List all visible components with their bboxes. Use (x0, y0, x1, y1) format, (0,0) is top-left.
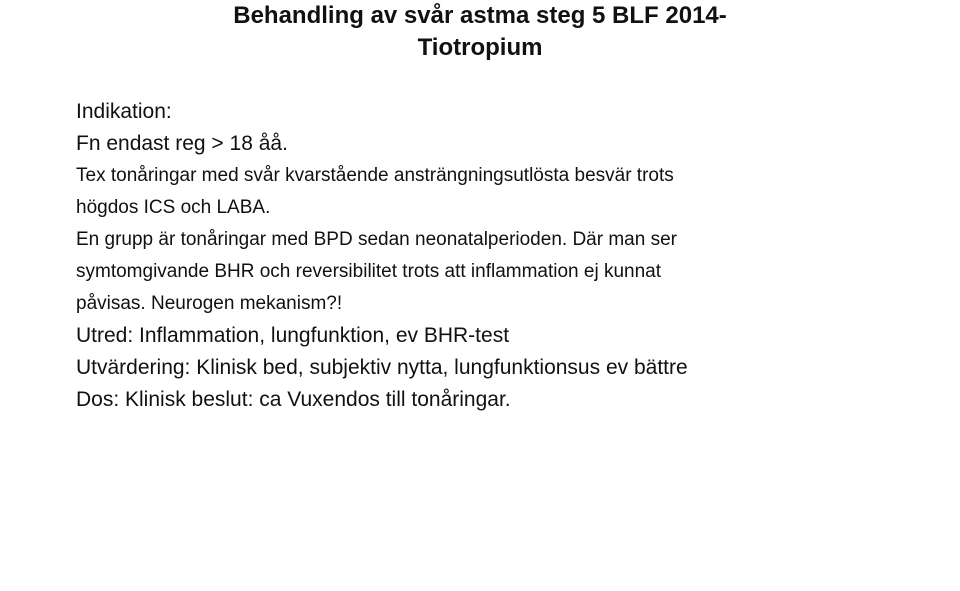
indication-label: Indikation: (76, 100, 172, 123)
bpd-group-line-2: symtomgivande BHR och reversibilitet trots att inflammation ej kunnat (76, 261, 662, 282)
teen-example-line-2: högdos ICS och LABA. (76, 197, 271, 218)
bpd-group-line-3: påvisas. Neurogen mekanism?! (76, 293, 343, 314)
dose-line: Dos: Klinisk beslut: ca Vuxendos till tonåringar. (76, 388, 511, 411)
bpd-group-line-1: En grupp är tonåringar med BPD sedan neonatalperioden. Där man ser (76, 229, 677, 250)
investigate-line: Utred: Inflammation, lungfunktion, ev BHR-test (76, 324, 510, 347)
indication-age: Fn endast reg > 18 åå. (76, 132, 288, 155)
slide-body (76, 96, 936, 416)
teen-example-line-1: Tex tonåringar med svår kvarstående ansträngningsutlösta besvär trots (76, 165, 674, 186)
evaluation-line: Utvärdering: Klinisk bed, subjektiv nytta, lungfunktionsus ev bättre (76, 356, 688, 379)
slide-title (150, 0, 810, 64)
slide-title-line-2: Tiotropium (417, 34, 543, 61)
slide-title-line-1: Behandling av svår astma steg 5 BLF 2014- (233, 2, 727, 29)
